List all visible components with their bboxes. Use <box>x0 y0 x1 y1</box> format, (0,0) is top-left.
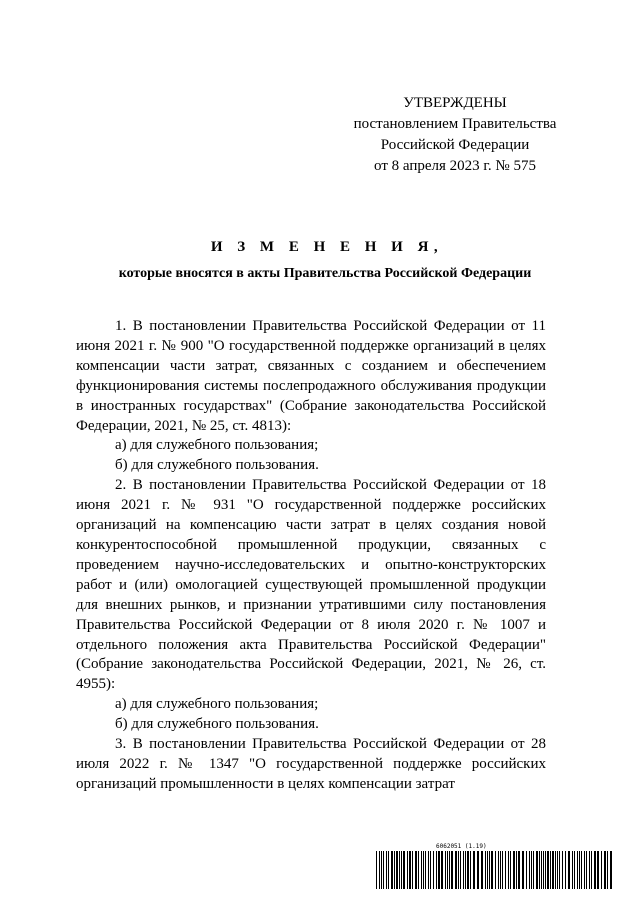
document-subtitle: которые вносятся в акты Правительства Российской Федерации <box>118 266 532 281</box>
item-2-b: б) для служебного пользования. <box>115 716 319 733</box>
barcode-block <box>376 843 616 889</box>
approval-line-4: от 8 апреля 2023 г. № 575 <box>374 158 536 174</box>
approval-block <box>300 93 610 177</box>
item-2-a: а) для служебного пользования; <box>115 696 319 713</box>
item-2: 2. В постановлении Правительства Российской Федерации от 18 июня 2021 г. № 931 "О государственной поддержке российских организаций на компенсацию части затрат в целях создания новой конкурентоспособной промышленной продукции, связанных с проведением научно-исследовательских и опытно-конструкторских работ и (или) омологацией существующей промышленной продукции для внешних рынков, и признании утратившими силу постановления Правительства Российской Федерации от 8 июля 2020 г. № 1007 и отдельного положения акта Правительства Российской Федерации" (Собрание законодательства Российской Федерации, 2021, № 26, ст. 4955): <box>76 477 546 693</box>
document-title: И З М Е Н Е Н И Я, <box>210 239 444 255</box>
barcode-number: 6062051 (1.19) <box>436 843 487 850</box>
item-1-a: а) для служебного пользования; <box>115 437 319 454</box>
approval-line-3: Российской Федерации <box>380 137 530 153</box>
approval-line-2: постановлением Правительства <box>353 116 557 132</box>
item-3: 3. В постановлении Правительства Российской Федерации от 28 июля 2022 г. № 1347 "О государственной поддержке российских организаций промышленности в целях компенсации затрат <box>76 736 546 792</box>
document-body <box>76 317 546 795</box>
approval-line-1: УТВЕРЖДЕНЫ <box>403 95 507 111</box>
barcode-icon <box>376 851 616 889</box>
item-1: 1. В постановлении Правительства Российской Федерации от 11 июня 2021 г. № 900 "О государственной поддержке организаций в целях компенсации части затрат, связанных с созданием и обеспечением функционирования системы послепродажного обслуживания продукции в иностранных государствах" (Собрание законодательства Российской Федерации, 2021, № 25, ст. 4813): <box>76 318 546 434</box>
item-1-b: б) для служебного пользования. <box>115 457 319 474</box>
